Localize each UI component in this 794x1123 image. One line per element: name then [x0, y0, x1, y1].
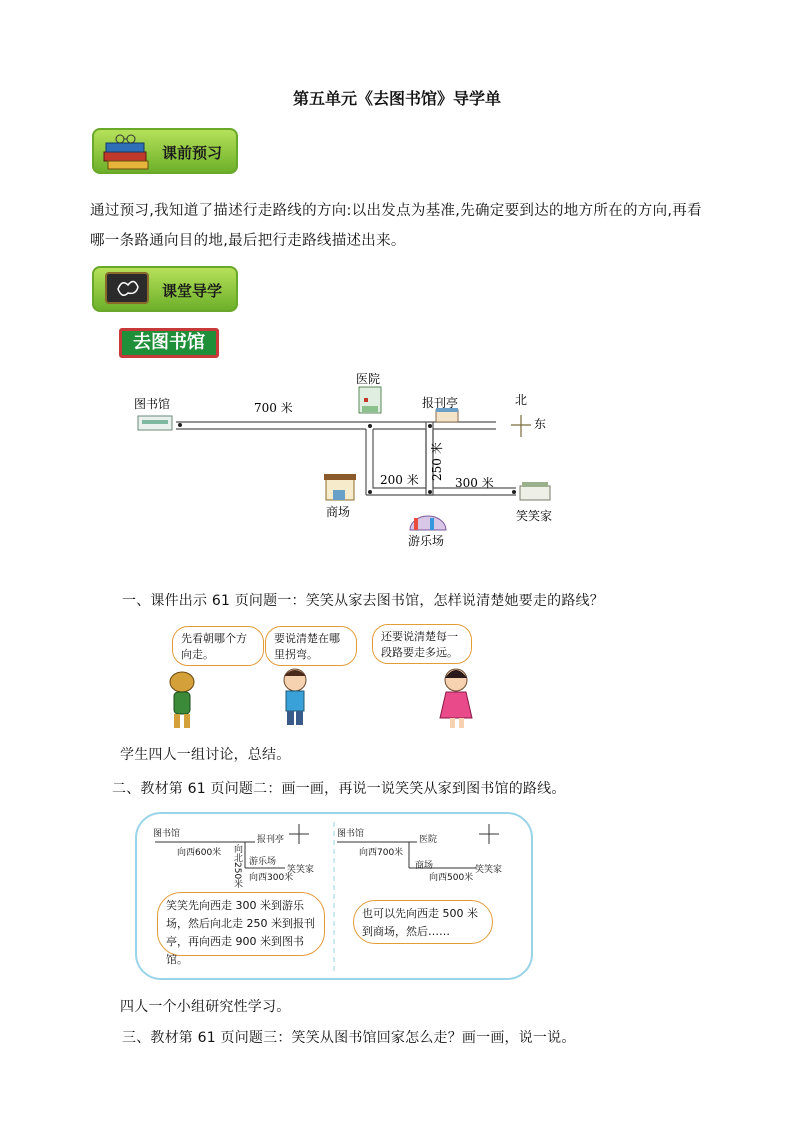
- boy-character-icon: [284, 669, 306, 725]
- compass-icon: [511, 415, 531, 437]
- speech-bubble-3: 还要说清楚每一段路要走多远。: [372, 624, 472, 664]
- sketch-left-newsstand: 报刊亭: [257, 835, 285, 845]
- guide-banner-label: 课堂导学: [162, 282, 223, 300]
- map-distance-700: 700 米: [254, 401, 293, 415]
- map-mall-label: 商场: [326, 505, 351, 519]
- preview-banner-label: 课前预习: [162, 144, 223, 162]
- question-3: 三、教材第 61 页问题三：笑笑从图书馆回家怎么走？画一画，说一说。: [122, 1030, 576, 1046]
- guide-banner: [92, 266, 238, 312]
- preview-text: 通过预习,我知道了描述行走路线的方向:以出发点为基准,先确定要到达的地方所在的方向,再看哪一条路通向目的地,最后把行走路线描述出来。: [90, 203, 702, 249]
- sketch-left-park: 游乐场: [249, 857, 277, 867]
- sketch-right-west700: 向西700米: [359, 848, 404, 858]
- map-library-label: 图书馆: [134, 397, 171, 411]
- sketch-left-north250: 向北250米: [232, 844, 242, 889]
- speech-bubble-left: 笑笑先向西走 300 米到游乐场，然后向北走 250 米到报刊亭，再向西走 900 米到图书馆。: [157, 892, 325, 956]
- question-1: 一、课件出示 61 页问题一：笑笑从家去图书馆，怎样说清楚她要走的路线？: [122, 593, 604, 609]
- study-text: 四人一个小组研究性学习。: [120, 999, 291, 1015]
- sketch-left-library: 图书馆: [153, 829, 181, 839]
- sketch-left-west300: 向西300米: [249, 873, 294, 883]
- sketch-left-west600: 向西600米: [177, 848, 222, 858]
- sketch-right-library: 图书馆: [337, 829, 365, 839]
- sketch-left-home: 笑笑家: [287, 865, 315, 875]
- map-north-label: 北: [515, 393, 528, 407]
- discuss-text: 学生四人一组讨论，总结。: [120, 747, 291, 763]
- question-2: 二、教材第 61 页问题二：画一画，再说一说笑笑从家到图书馆的路线。: [112, 781, 566, 797]
- map-newsstand-label: 报刊亭: [422, 396, 459, 410]
- characters-panel: [160, 622, 480, 732]
- map-hospital-label: 医院: [356, 372, 381, 386]
- map-distance-300: 300 米: [455, 476, 494, 490]
- route-map: [130, 368, 570, 558]
- speech-bubble-1: 先看朝哪个方向走。: [172, 626, 264, 666]
- map-distance-200: 200 米: [380, 473, 419, 487]
- hospital-icon: [359, 387, 381, 413]
- sketch-panel: [135, 812, 533, 980]
- girl-character-icon: [440, 669, 472, 728]
- sketch-right-west500: 向西500米: [429, 873, 474, 883]
- home-icon: [520, 482, 550, 500]
- map-park-label: 游乐场: [408, 534, 445, 548]
- library-icon: [138, 416, 172, 430]
- characters-illustration: [160, 666, 480, 732]
- sketch-right-home: 笑笑家: [475, 865, 503, 875]
- sketch-right-mall: 商场: [415, 861, 434, 871]
- map-east-label: 东: [534, 417, 547, 431]
- library-subtitle: 去图书馆: [119, 328, 219, 358]
- sketch-right-hospital: 医院: [419, 835, 438, 845]
- speech-bubble-right: 也可以先向西走 500 米到商场，然后……: [353, 900, 493, 944]
- newsstand-icon: [436, 408, 458, 422]
- park-icon: [410, 516, 446, 530]
- map-home-label: 笑笑家: [516, 509, 553, 523]
- books-icon: [100, 132, 152, 172]
- page-title: 第五单元《去图书馆》导学单: [292, 89, 501, 108]
- blackboard-icon: [104, 271, 150, 307]
- speech-bubble-2: 要说清楚在哪里拐弯。: [265, 626, 357, 666]
- dog-character-icon: [170, 672, 194, 728]
- preview-banner: [92, 128, 238, 174]
- map-distance-250: 250 米: [430, 442, 444, 481]
- mall-icon: [324, 474, 356, 500]
